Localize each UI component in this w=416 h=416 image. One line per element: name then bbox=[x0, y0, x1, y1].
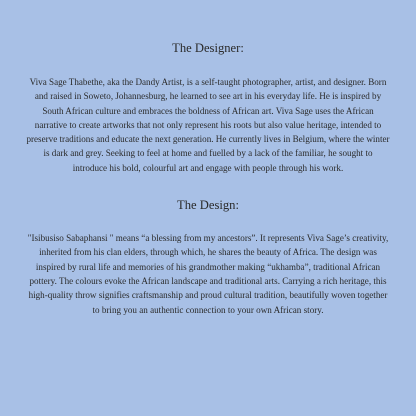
design-description-text: "Isibusiso Sabaphansi " means “a blessing from my ancestors”. It represents Viva Sage’s creativity, inherited from his clan elders, through which, he shares the beauty of Africa. The design was inspired by rural life and memories of his grandmother making “ukhamba”, traditional African pottery. The colours evoke the African landscape and traditional arts. Carrying a rich heritage, this high-quality throw signifies craftsmanship and proud cultural tradition, beautifully woven together to bring you an authentic connection to your own African story. bbox=[27, 233, 389, 315]
design-heading: The Design: bbox=[177, 198, 239, 213]
design-section bbox=[26, 197, 390, 317]
designer-heading: The Designer: bbox=[172, 41, 244, 55]
designer-bio-text: Viva Sage Thabethe, aka the Dandy Artist, is a self-taught photographer, artist, and designer. Born and raised in Soweto, Johannesburg, he learned to see art in his everyday life. He is inspired by South African culture and embraces the boldness of African art. Viva Sage uses the African narrative to create artworks that not only represent his roots but also value heritage, intended to preserve traditions and educate the next generation. He currently lives in Belgium, where the winter is dark and grey. Seeking to feel at home and fuelled by a lack of the familiar, he sought to introduce his bold, colourful art and engage with people through his work. bbox=[26, 77, 390, 173]
designer-section bbox=[26, 0, 390, 175]
